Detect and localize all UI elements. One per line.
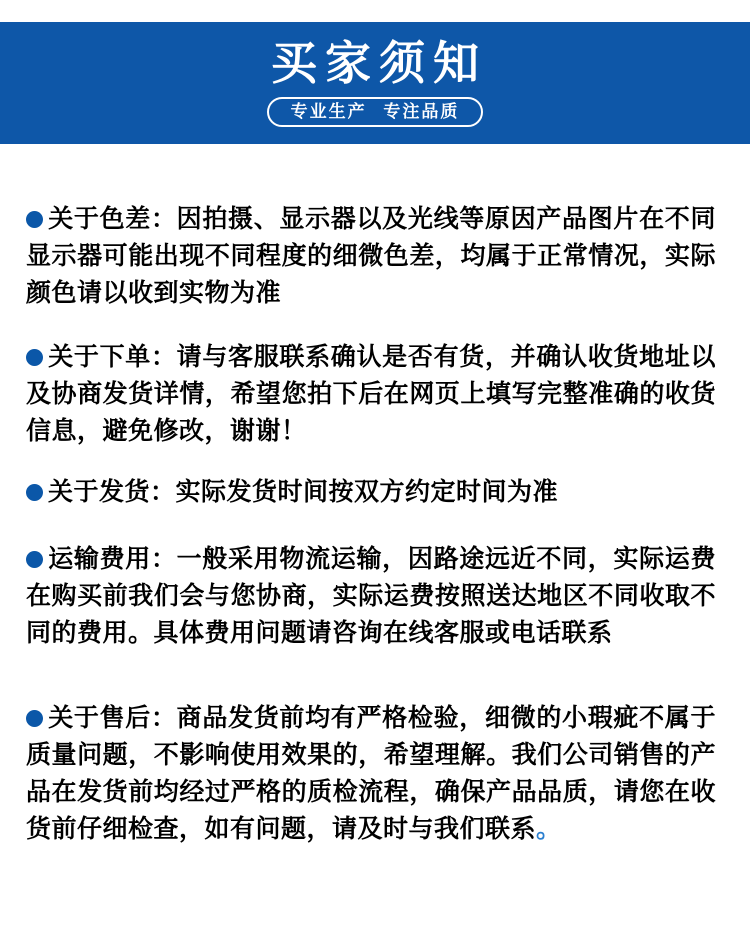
bullet-icon	[26, 211, 43, 228]
quality-badge	[267, 97, 484, 127]
notice-line: 显示器可能出现不同程度的细微色差，均属于正常情况，实际	[26, 242, 716, 270]
notice-paragraph-freight	[26, 541, 716, 652]
notice-line	[26, 700, 716, 737]
bullet-icon	[26, 710, 43, 727]
notice-text: 关于色差：因拍摄、显示器以及光线等原因产品图片在不同	[48, 205, 716, 233]
notice-text: 关于发货：实际发货时间按双方约定时间为准	[48, 478, 559, 506]
page-title: 买家须知	[271, 37, 487, 89]
notice-line: 品在发货前均经过严格的质检流程，确保产品品质，请您在收	[26, 778, 716, 806]
header-banner	[0, 22, 750, 144]
bullet-icon	[26, 551, 43, 568]
notice-text: 关于售后：商品发货前均有严格检验，细微的小瑕疵不属于	[48, 704, 716, 732]
notice-paragraph-color-difference	[26, 201, 716, 312]
notice-line	[26, 474, 716, 511]
quality-badge-label: 专业生产 专注品质	[290, 102, 460, 121]
notice-line	[26, 339, 716, 376]
notice-line: 及协商发货详情，希望您拍下后在网页上填写完整准确的收货	[26, 380, 716, 408]
notice-content	[0, 144, 750, 848]
bullet-icon	[26, 484, 43, 501]
top-white-strip	[0, 0, 750, 22]
notice-line: 信息，避免修改，谢谢！	[26, 417, 307, 445]
notice-line	[26, 811, 716, 848]
blue-period: 。	[536, 815, 562, 843]
notice-line: 在购买前我们会与您协商，实际运费按照送达地区不同收取不	[26, 582, 716, 610]
notice-line: 颜色请以收到实物为准	[26, 279, 282, 307]
bullet-icon	[26, 349, 43, 366]
notice-paragraph-shipping	[26, 474, 716, 511]
notice-text: 货前仔细检查，如有问题，请及时与我们联系	[26, 815, 537, 843]
notice-line: 同的费用。具体费用问题请咨询在线客服或电话联系	[26, 619, 613, 647]
notice-line: 质量问题，不影响使用效果的，希望理解。我们公司销售的产	[26, 741, 716, 769]
notice-line	[26, 201, 716, 238]
notice-paragraph-after-sales	[26, 700, 716, 848]
notice-paragraph-ordering	[26, 339, 716, 450]
notice-text: 关于下单：请与客服联系确认是否有货，并确认收货地址以	[48, 343, 716, 371]
notice-text: 运输费用：一般采用物流运输，因路途远近不同，实际运费	[48, 545, 716, 573]
notice-line	[26, 541, 716, 578]
